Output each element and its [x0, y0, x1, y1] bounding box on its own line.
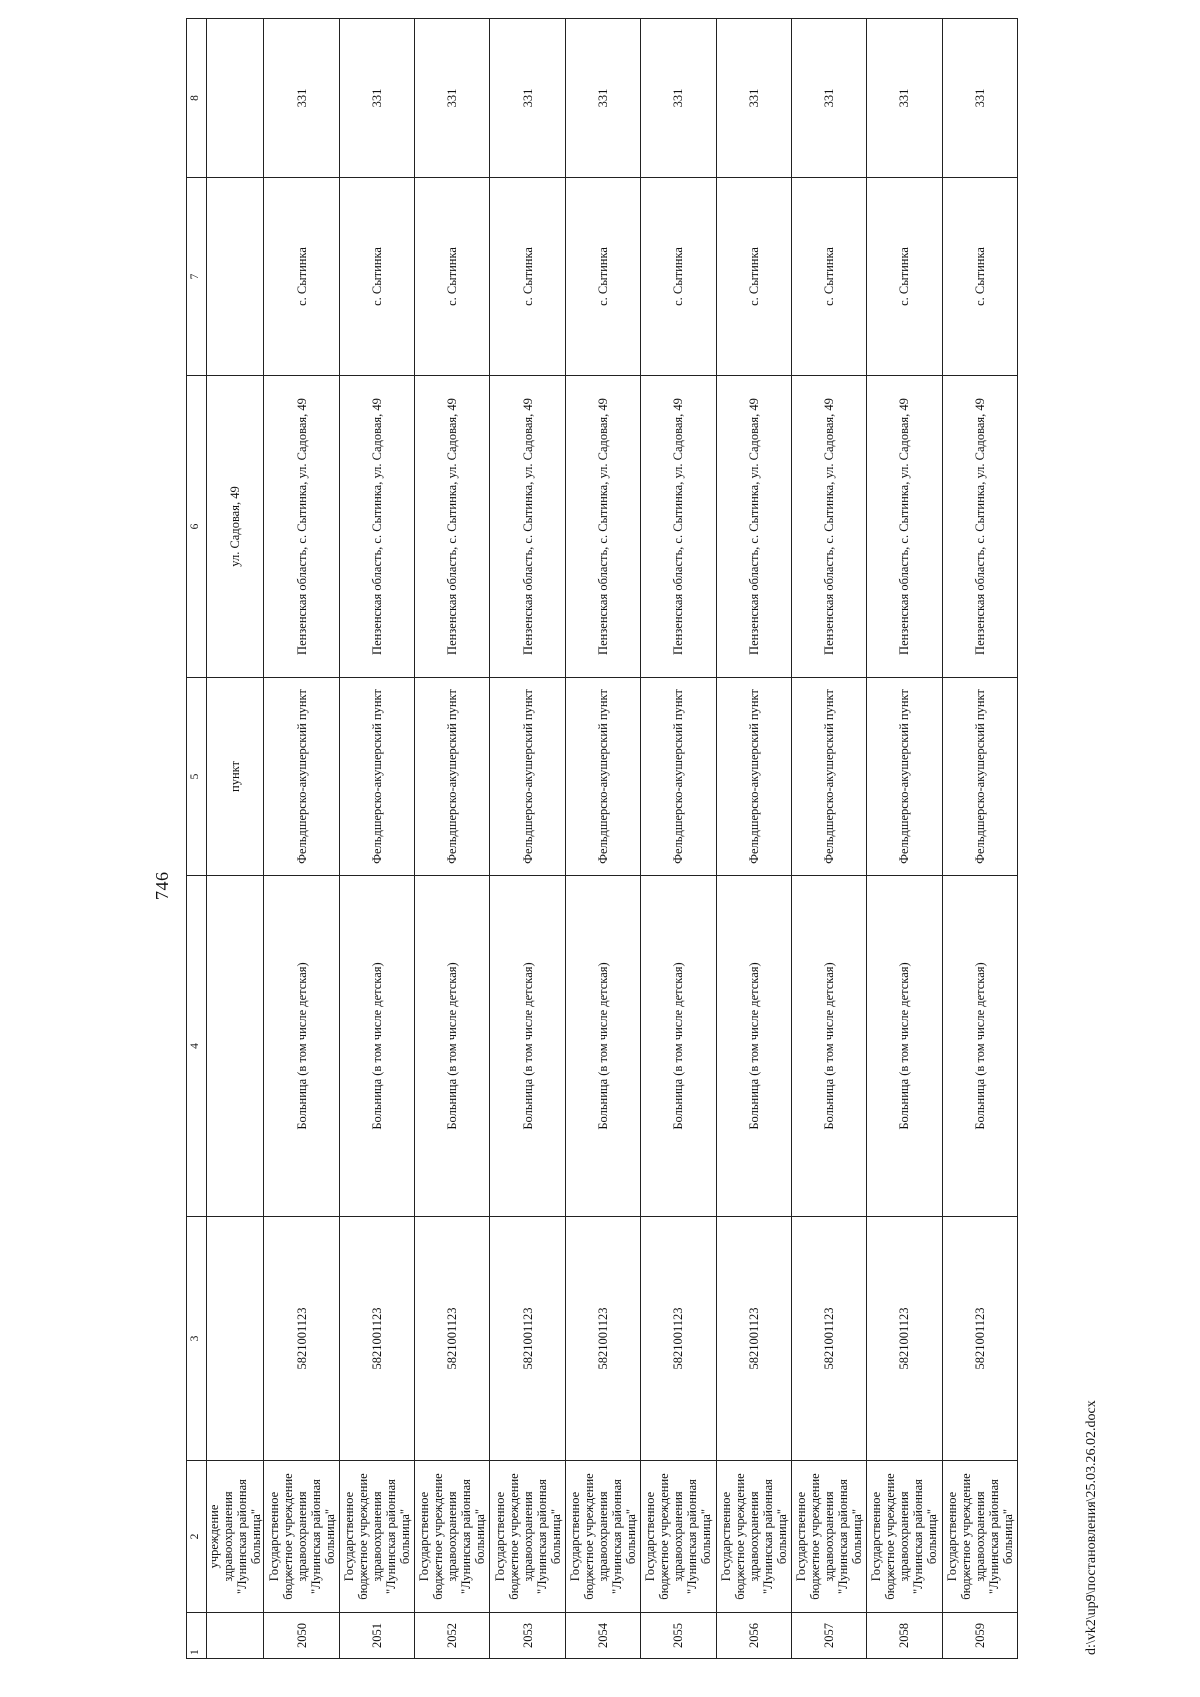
cell-address: Пензенская область, с. Сытинка, ул. Садовая, 49	[415, 376, 490, 678]
cell-value: 331	[641, 19, 716, 178]
cell-code: 5821001123	[264, 1217, 339, 1461]
cell-num: 2052	[415, 1613, 490, 1659]
table-row	[264, 19, 339, 1659]
cell-value: 331	[565, 19, 640, 178]
cell-category	[207, 876, 264, 1217]
table-row	[942, 19, 1017, 1659]
cell-locality: с. Сытинка	[264, 178, 339, 376]
cell-locality	[207, 178, 264, 376]
table-row	[490, 19, 565, 1659]
cell-address: Пензенская область, с. Сытинка, ул. Садовая, 49	[490, 376, 565, 678]
cell-code: 5821001123	[565, 1217, 640, 1461]
cell-address: Пензенская область, с. Сытинка, ул. Садовая, 49	[565, 376, 640, 678]
cell-address: ул. Садовая, 49	[207, 376, 264, 678]
column-number: 2	[187, 1461, 207, 1613]
cell-value: 331	[942, 19, 1017, 178]
cell-type: Фельдшерско-акушерский пункт	[791, 678, 866, 876]
cell-institution: Государственное бюджетное учреждение здравоохранения "Лунинская районная больница"	[490, 1461, 565, 1613]
cell-category: Больница (в том числе детская)	[641, 876, 716, 1217]
column-number: 4	[187, 876, 207, 1217]
cell-institution: Государственное бюджетное учреждение здравоохранения "Лунинская районная больница"	[641, 1461, 716, 1613]
cell-type: Фельдшерско-акушерский пункт	[339, 678, 414, 876]
cell-type: Фельдшерско-акушерский пункт	[264, 678, 339, 876]
cell-locality: с. Сытинка	[942, 178, 1017, 376]
cell-type: Фельдшерско-акушерский пункт	[942, 678, 1017, 876]
cell-address: Пензенская область, с. Сытинка, ул. Садовая, 49	[641, 376, 716, 678]
cell-value: 331	[867, 19, 942, 178]
cell-num: 2055	[641, 1613, 716, 1659]
column-number-row	[187, 19, 207, 1659]
cell-num	[207, 1613, 264, 1659]
table-row	[791, 19, 866, 1659]
column-number: 5	[187, 678, 207, 876]
cell-type: Фельдшерско-акушерский пункт	[490, 678, 565, 876]
cell-num: 2051	[339, 1613, 414, 1659]
cell-address: Пензенская область, с. Сытинка, ул. Садовая, 49	[716, 376, 791, 678]
cell-category: Больница (в том числе детская)	[791, 876, 866, 1217]
column-number: 8	[187, 19, 207, 178]
cell-num: 2050	[264, 1613, 339, 1659]
cell-locality: с. Сытинка	[339, 178, 414, 376]
cell-value: 331	[490, 19, 565, 178]
cell-num: 2053	[490, 1613, 565, 1659]
cell-code: 5821001123	[716, 1217, 791, 1461]
cell-num: 2056	[716, 1613, 791, 1659]
cell-category: Больница (в том числе детская)	[716, 876, 791, 1217]
cell-institution: Государственное бюджетное учреждение здравоохранения "Лунинская районная больница"	[339, 1461, 414, 1613]
cell-locality: с. Сытинка	[791, 178, 866, 376]
cell-value: 331	[339, 19, 414, 178]
cell-value: 331	[264, 19, 339, 178]
continuation-row	[207, 19, 264, 1659]
cell-type: Фельдшерско-акушерский пункт	[565, 678, 640, 876]
cell-value: 331	[716, 19, 791, 178]
cell-category: Больница (в том числе детская)	[264, 876, 339, 1217]
cell-institution: Государственное бюджетное учреждение здравоохранения "Лунинская районная больница"	[867, 1461, 942, 1613]
cell-num: 2057	[791, 1613, 866, 1659]
cell-code: 5821001123	[490, 1217, 565, 1461]
cell-category: Больница (в том числе детская)	[565, 876, 640, 1217]
cell-code: 5821001123	[867, 1217, 942, 1461]
facilities-table	[186, 18, 1018, 1659]
column-number: 1	[187, 1613, 207, 1659]
cell-code: 5821001123	[641, 1217, 716, 1461]
column-number: 7	[187, 178, 207, 376]
cell-institution: Государственное бюджетное учреждение здравоохранения "Лунинская районная больница"	[791, 1461, 866, 1613]
cell-institution: Государственное бюджетное учреждение здравоохранения "Лунинская районная больница"	[716, 1461, 791, 1613]
cell-locality: с. Сытинка	[641, 178, 716, 376]
table-row	[339, 19, 414, 1659]
cell-type: Фельдшерско-акушерский пункт	[641, 678, 716, 876]
page-number: 746	[152, 871, 172, 900]
cell-num: 2054	[565, 1613, 640, 1659]
cell-type: пункт	[207, 678, 264, 876]
cell-locality: с. Сытинка	[565, 178, 640, 376]
cell-locality: с. Сытинка	[415, 178, 490, 376]
cell-num: 2059	[942, 1613, 1017, 1659]
cell-institution: Государственное бюджетное учреждение здравоохранения "Лунинская районная больница"	[415, 1461, 490, 1613]
cell-type: Фельдшерско-акушерский пункт	[867, 678, 942, 876]
cell-locality: с. Сытинка	[490, 178, 565, 376]
cell-category: Больница (в том числе детская)	[415, 876, 490, 1217]
cell-category: Больница (в том числе детская)	[490, 876, 565, 1217]
cell-type: Фельдшерско-акушерский пункт	[415, 678, 490, 876]
cell-category: Больница (в том числе детская)	[867, 876, 942, 1217]
cell-code: 5821001123	[339, 1217, 414, 1461]
cell-code: 5821001123	[942, 1217, 1017, 1461]
cell-category: Больница (в том числе детская)	[339, 876, 414, 1217]
cell-address: Пензенская область, с. Сытинка, ул. Садовая, 49	[264, 376, 339, 678]
cell-institution: Государственное бюджетное учреждение здравоохранения "Лунинская районная больница"	[264, 1461, 339, 1613]
cell-code: 5821001123	[791, 1217, 866, 1461]
cell-locality: с. Сытинка	[716, 178, 791, 376]
table-row	[716, 19, 791, 1659]
cell-institution: Государственное бюджетное учреждение здравоохранения "Лунинская районная больница"	[565, 1461, 640, 1613]
column-number: 3	[187, 1217, 207, 1461]
cell-num: 2058	[867, 1613, 942, 1659]
cell-value: 331	[791, 19, 866, 178]
cell-value: 331	[415, 19, 490, 178]
cell-address: Пензенская область, с. Сытинка, ул. Садовая, 49	[791, 376, 866, 678]
table-row	[867, 19, 942, 1659]
cell-address: Пензенская область, с. Сытинка, ул. Садовая, 49	[867, 376, 942, 678]
cell-institution: учреждение здравоохранения "Лунинская районная больница"	[207, 1461, 264, 1613]
cell-code: 5821001123	[415, 1217, 490, 1461]
table-row	[415, 19, 490, 1659]
table-row	[565, 19, 640, 1659]
cell-type: Фельдшерско-акушерский пункт	[716, 678, 791, 876]
cell-institution: Государственное бюджетное учреждение здравоохранения "Лунинская районная больница"	[942, 1461, 1017, 1613]
cell-category: Больница (в том числе детская)	[942, 876, 1017, 1217]
table-row	[641, 19, 716, 1659]
footer-file-path: d:\vk2\up9\постановления\25.03.26.02.docx	[1084, 1400, 1099, 1655]
column-number: 6	[187, 376, 207, 678]
cell-address: Пензенская область, с. Сытинка, ул. Садовая, 49	[339, 376, 414, 678]
cell-code	[207, 1217, 264, 1461]
cell-value	[207, 19, 264, 178]
cell-locality: с. Сытинка	[867, 178, 942, 376]
cell-address: Пензенская область, с. Сытинка, ул. Садовая, 49	[942, 376, 1017, 678]
